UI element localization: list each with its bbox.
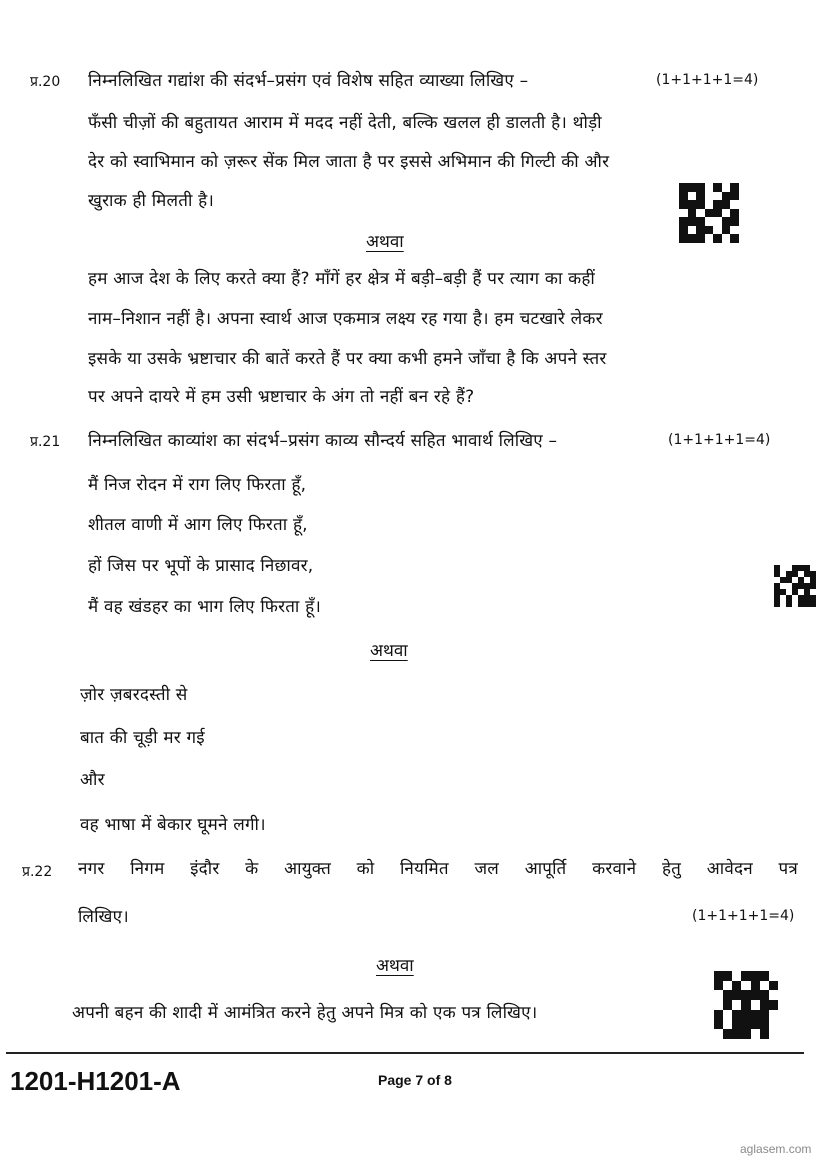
qr-module xyxy=(769,1020,778,1030)
qr-module xyxy=(714,1000,723,1010)
question-number: प्र.22 xyxy=(22,864,53,880)
qr-module xyxy=(722,234,731,243)
qr-module xyxy=(705,217,714,226)
qr-module xyxy=(760,971,769,981)
qr-module xyxy=(696,209,705,218)
question-instruction: निम्नलिखित गद्यांश की संदर्भ–प्रसंग एवं विशेष सहित व्याख्या लिखिए – xyxy=(88,71,529,91)
qr-module xyxy=(732,1000,741,1010)
question-number: प्र.20 xyxy=(30,74,61,90)
qr-module xyxy=(696,183,705,192)
qr-module xyxy=(679,234,688,243)
qr-module xyxy=(732,1020,741,1030)
qr-module xyxy=(722,226,731,235)
passage-line: इसके या उसके भ्रष्टाचार की बातें करते हैं पर क्या कभी हमने जाँचा है कि अपने स्तर xyxy=(88,349,607,369)
qr-module xyxy=(713,200,722,209)
qr-module xyxy=(760,1010,769,1020)
qr-module xyxy=(722,183,731,192)
poem-line: हों जिस पर भूपों के प्रासाद निछावर, xyxy=(88,556,314,576)
qr-module xyxy=(730,200,739,209)
qr-module xyxy=(730,209,739,218)
qr-module xyxy=(713,183,722,192)
qr-module xyxy=(688,226,697,235)
paper-code: 1201-H1201-A xyxy=(10,1066,181,1096)
qr-module xyxy=(760,1029,769,1039)
qr-module xyxy=(769,1000,778,1010)
qr-module xyxy=(741,1029,750,1039)
qr-module xyxy=(760,1020,769,1030)
qr-module xyxy=(769,1010,778,1020)
passage-line: हम आज देश के लिए करते क्या हैं? माँगें हर क्षेत्र में बड़ी–बड़ी हैं पर त्याग का कहीं xyxy=(88,269,596,289)
qr-module xyxy=(760,1000,769,1010)
passage-line: नाम–निशान नहीं है। अपना स्वार्थ आज एकमात्र लक्ष्य रह गया है। हम चटखारे लेकर xyxy=(88,309,603,329)
question-number: प्र.21 xyxy=(30,434,61,450)
qr-module xyxy=(769,1029,778,1039)
question-instruction: निम्नलिखित काव्यांश का संदर्भ–प्रसंग काव्य सौन्दर्य सहित भावार्थ लिखिए – xyxy=(88,431,558,451)
qr-module xyxy=(751,971,760,981)
marks-label: (1+1+1+1=4) xyxy=(692,908,795,924)
or-label: अथवा xyxy=(366,232,404,252)
question-text: नगर निगम इंदौर के आयुक्त को नियमित जल आपूर्ति करवाने हेतु आवेदन पत्र xyxy=(78,859,798,879)
qr-code xyxy=(714,971,778,1039)
qr-module xyxy=(679,209,688,218)
qr-module xyxy=(732,981,741,991)
qr-module xyxy=(741,1010,750,1020)
or-label: अथवा xyxy=(376,956,414,976)
poem-line: ज़ोर ज़बरदस्ती से xyxy=(80,685,188,705)
qr-module xyxy=(751,981,760,991)
qr-module xyxy=(713,217,722,226)
qr-module xyxy=(723,1010,732,1020)
qr-module xyxy=(705,234,714,243)
watermark: aglasem.com xyxy=(740,1142,812,1156)
footer-divider xyxy=(6,1052,804,1054)
qr-module xyxy=(696,217,705,226)
qr-module xyxy=(679,217,688,226)
qr-module xyxy=(705,226,714,235)
qr-module xyxy=(769,971,778,981)
qr-module xyxy=(723,971,732,981)
qr-module xyxy=(723,1029,732,1039)
qr-module xyxy=(679,183,688,192)
qr-module xyxy=(696,234,705,243)
qr-module xyxy=(714,990,723,1000)
qr-module xyxy=(730,192,739,201)
qr-module xyxy=(732,990,741,1000)
question-text: अपनी बहन की शादी में आमंत्रित करने हेतु अपने मित्र को एक पत्र लिखिए। xyxy=(72,1003,538,1023)
qr-module xyxy=(730,234,739,243)
qr-module xyxy=(723,990,732,1000)
qr-module xyxy=(751,990,760,1000)
qr-module xyxy=(751,1020,760,1030)
qr-module xyxy=(741,990,750,1000)
qr-module xyxy=(760,990,769,1000)
passage-line: देर को स्वाभिमान को ज़रूर सेंक मिल जाता है पर इससे अभिमान की गिल्टी की और xyxy=(88,152,610,172)
qr-module xyxy=(705,209,714,218)
passage-line: फँसी चीज़ों की बहुतायत आराम में मदद नहीं देती, बल्कि खलल ही डालती है। थोड़ी xyxy=(88,113,602,133)
qr-module xyxy=(713,192,722,201)
poem-line: शीतल वाणी में आग लिए फिरता हूँ, xyxy=(88,515,308,535)
poem-line: बात की चूड़ी मर गई xyxy=(80,728,205,748)
qr-module xyxy=(732,1010,741,1020)
qr-module xyxy=(730,217,739,226)
qr-module xyxy=(714,1020,723,1030)
qr-module xyxy=(705,192,714,201)
qr-module xyxy=(714,1010,723,1020)
qr-module xyxy=(723,1000,732,1010)
qr-module xyxy=(714,971,723,981)
qr-module xyxy=(769,981,778,991)
qr-module xyxy=(751,1029,760,1039)
qr-module xyxy=(741,971,750,981)
poem-line: और xyxy=(80,770,105,790)
qr-module xyxy=(688,234,697,243)
qr-module xyxy=(723,1020,732,1030)
qr-module xyxy=(722,217,731,226)
qr-module xyxy=(741,1000,750,1010)
qr-module xyxy=(713,226,722,235)
poem-line: वह भाषा में बेकार घूमने लगी। xyxy=(80,815,266,835)
qr-module xyxy=(688,217,697,226)
qr-module xyxy=(723,981,732,991)
qr-module xyxy=(751,1010,760,1020)
qr-module xyxy=(714,1029,723,1039)
qr-module xyxy=(679,192,688,201)
qr-module xyxy=(741,981,750,991)
qr-module xyxy=(705,200,714,209)
qr-module xyxy=(688,209,697,218)
page-number: Page 7 of 8 xyxy=(378,1072,452,1088)
qr-module xyxy=(688,183,697,192)
qr-module xyxy=(679,226,688,235)
or-label: अथवा xyxy=(370,641,408,661)
qr-module xyxy=(688,200,697,209)
qr-module xyxy=(696,200,705,209)
qr-module xyxy=(705,183,714,192)
qr-module xyxy=(696,192,705,201)
qr-module xyxy=(722,200,731,209)
qr-module xyxy=(722,209,731,218)
qr-module xyxy=(730,226,739,235)
qr-module xyxy=(722,192,731,201)
qr-module xyxy=(679,200,688,209)
qr-module xyxy=(696,226,705,235)
marks-label: (1+1+1+1=4) xyxy=(656,72,759,88)
qr-module xyxy=(730,183,739,192)
qr-module xyxy=(751,1000,760,1010)
qr-module xyxy=(810,601,816,607)
qr-module xyxy=(714,981,723,991)
qr-code xyxy=(774,565,816,607)
qr-module xyxy=(713,209,722,218)
passage-line: पर अपने दायरे में हम उसी भ्रष्टाचार के अंग तो नहीं बन रहे हैं? xyxy=(88,387,475,407)
qr-module xyxy=(713,234,722,243)
qr-module xyxy=(760,981,769,991)
passage-line: खुराक ही मिलती है। xyxy=(88,191,215,211)
qr-module xyxy=(741,1020,750,1030)
qr-module xyxy=(769,990,778,1000)
qr-module xyxy=(688,192,697,201)
qr-module xyxy=(732,971,741,981)
qr-code xyxy=(679,183,739,243)
poem-line: मैं निज रोदन में राग लिए फिरता हूँ, xyxy=(88,475,307,495)
poem-line: मैं वह खंडहर का भाग लिए फिरता हूँ। xyxy=(88,597,321,617)
question-text: लिखिए। xyxy=(78,907,129,927)
marks-label: (1+1+1+1=4) xyxy=(668,432,771,448)
qr-module xyxy=(732,1029,741,1039)
